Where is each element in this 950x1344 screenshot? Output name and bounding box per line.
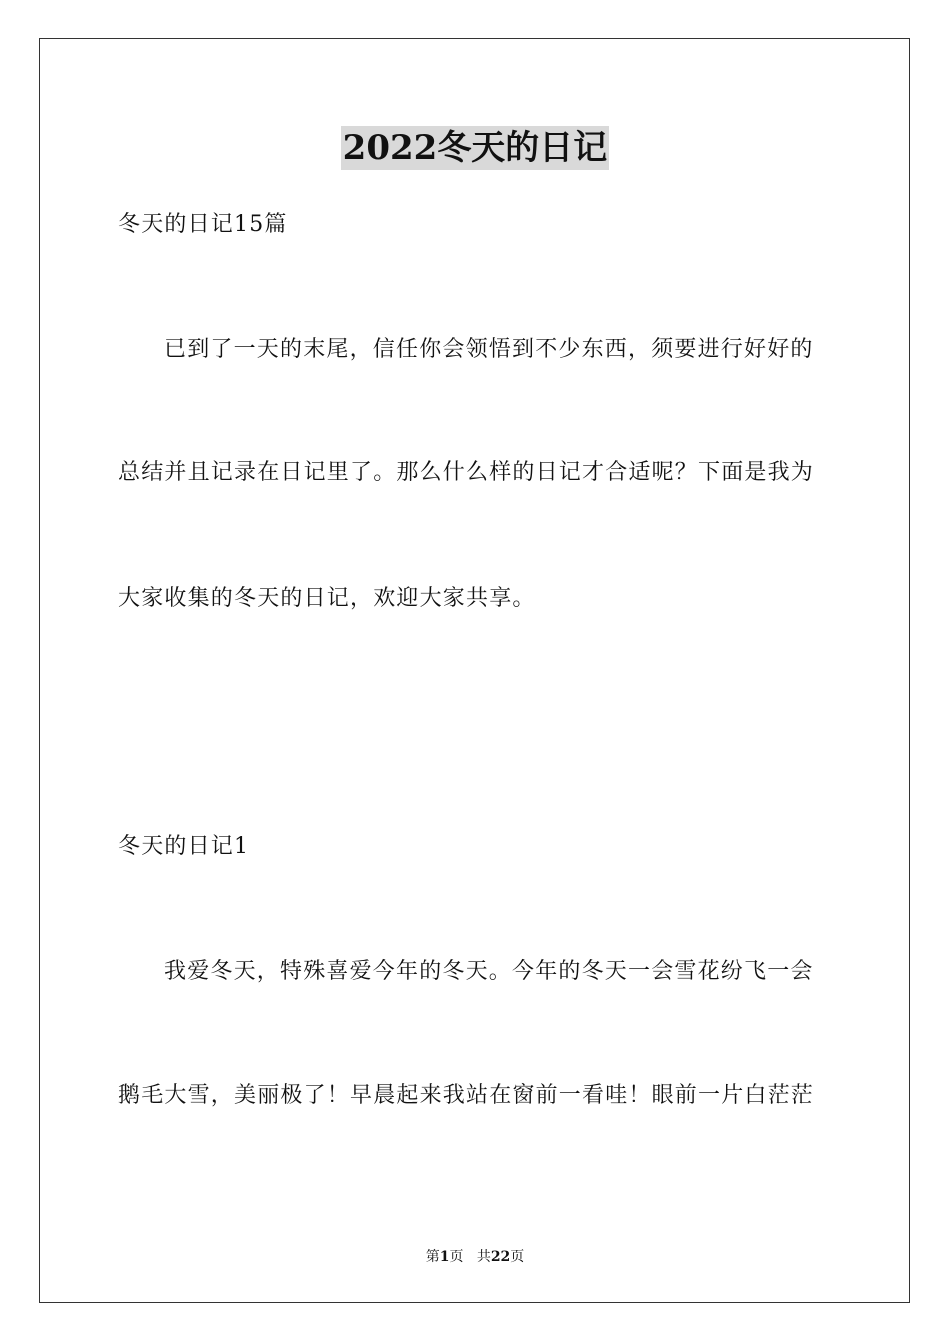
document-subtitle: 冬天的日记15篇 [118,212,288,237]
footer-page-suffix: 页 [449,1249,464,1265]
intro-line-3: 大家收集的冬天的日记，欢迎大家共享。 [118,586,536,611]
intro-line-2: 总结并且记录在日记里了。那么什么样的日记才合适呢？下面是我为 [118,460,815,485]
document-title: 2022冬天的日记 [342,128,608,168]
intro-line-1: 已到了一天的末尾，信任你会领悟到不少东西，须要进行好好的 [164,337,814,362]
footer-page-number: 1 [439,1249,450,1265]
body-line-2: 鹅毛大雪，美丽极了！早晨起来我站在窗前一看哇！眼前一片白茫茫 [118,1083,815,1108]
footer-total-suffix: 页 [510,1249,525,1265]
footer-total-pages: 22 [490,1249,511,1265]
body-line-1: 我爱冬天，特殊喜爱今年的冬天。今年的冬天一会雪花纷飞一会 [164,959,814,984]
footer-page-prefix: 第 [425,1249,440,1265]
section-heading: 冬天的日记1 [118,834,250,859]
footer-total-prefix: 共 [476,1249,491,1265]
page-footer [0,1247,950,1267]
title-container [0,126,950,170]
